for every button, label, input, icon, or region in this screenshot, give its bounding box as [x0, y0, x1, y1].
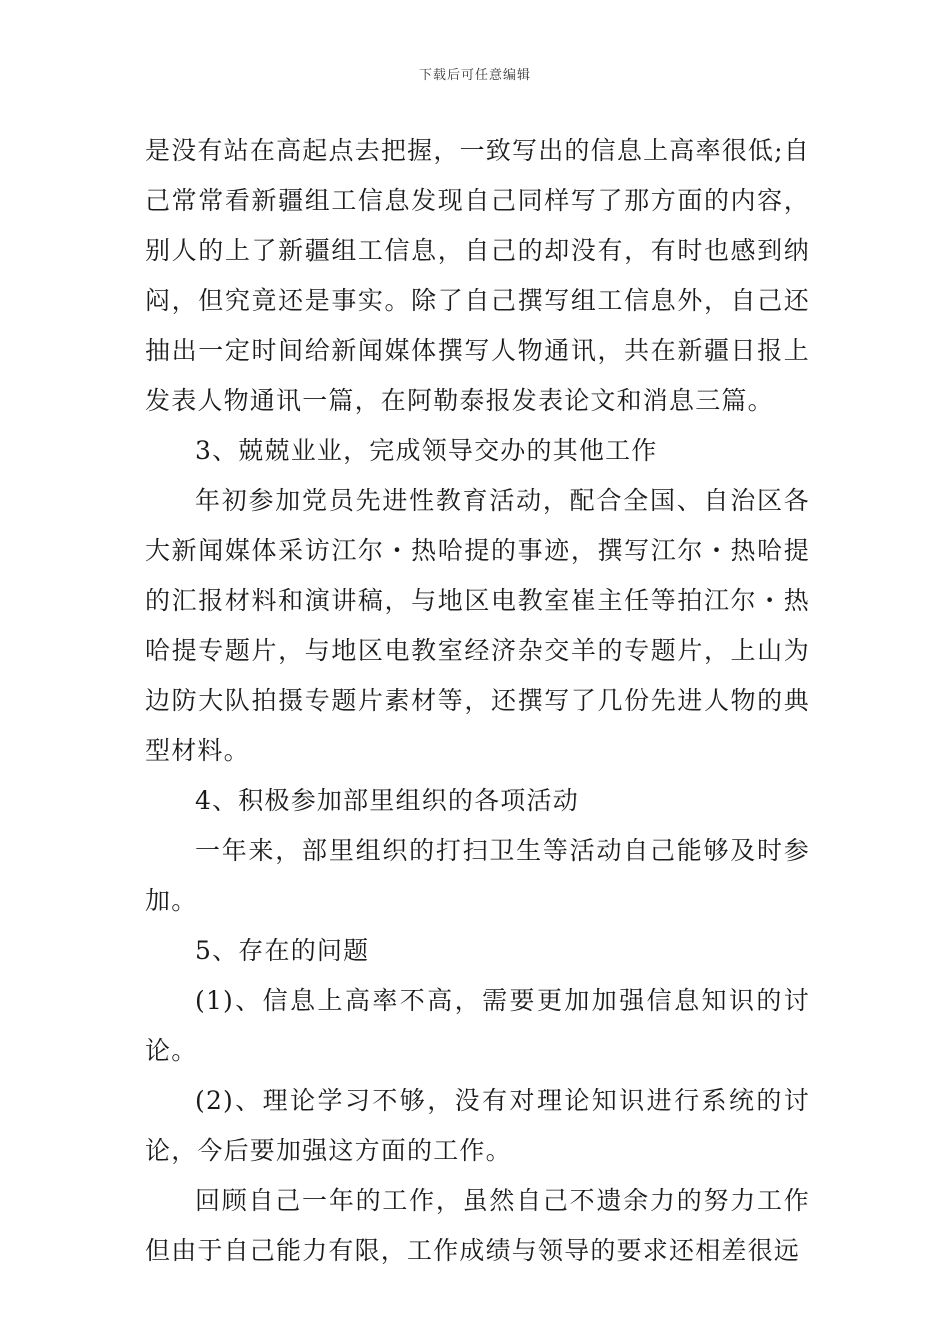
- problem-item-2: (2)、理论学习不够，没有对理论知识进行系统的讨论，今后要加强这方面的工作。: [145, 1086, 810, 1165]
- paragraph-participation: 一年来，部里组织的打扫卫生等活动自己能够及时参加。: [145, 836, 810, 915]
- problem-item-1: (1)、信息上高率不高，需要更加加强信息知识的讨论。: [145, 986, 810, 1065]
- paragraph-review: 回顾自己一年的工作，虽然自己不遗余力的努力工作但由于自己能力有限，工作成绩与领导的要求还相差很远: [145, 1186, 810, 1265]
- section-heading-4: 4、积极参加部里组织的各项活动: [195, 786, 579, 815]
- section-heading-3: 3、兢兢业业，完成领导交办的其他工作: [195, 436, 658, 465]
- document-body: [145, 126, 810, 1276]
- section-heading-5: 5、存在的问题: [195, 936, 370, 965]
- paragraph-activities: 年初参加党员先进性教育活动，配合全国、自治区各大新闻媒体采访江尔・热哈提的事迹，撰写江尔・热哈提的汇报材料和演讲稿，与地区电教室崔主任等拍江尔・热哈提专题片，与地区电教室经济杂交羊的专题片，上山为边防大队拍摄专题片素材等，还撰写了几份先进人物的典型材料。: [145, 486, 810, 765]
- header-note: 下载后可任意编辑: [418, 68, 531, 83]
- paragraph-continuation: 是没有站在高起点去把握，一致写出的信息上高率很低;自己常常看新疆组工信息发现自己同样写了那方面的内容，别人的上了新疆组工信息，自己的却没有，有时也感到纳闷，但究竟还是事实。除了自己撰写组工信息外，自己还抽出一定时间给新闻媒体撰写人物通讯，共在新疆日报上发表人物通讯一篇，在阿勒泰报发表论文和消息三篇。: [145, 136, 810, 415]
